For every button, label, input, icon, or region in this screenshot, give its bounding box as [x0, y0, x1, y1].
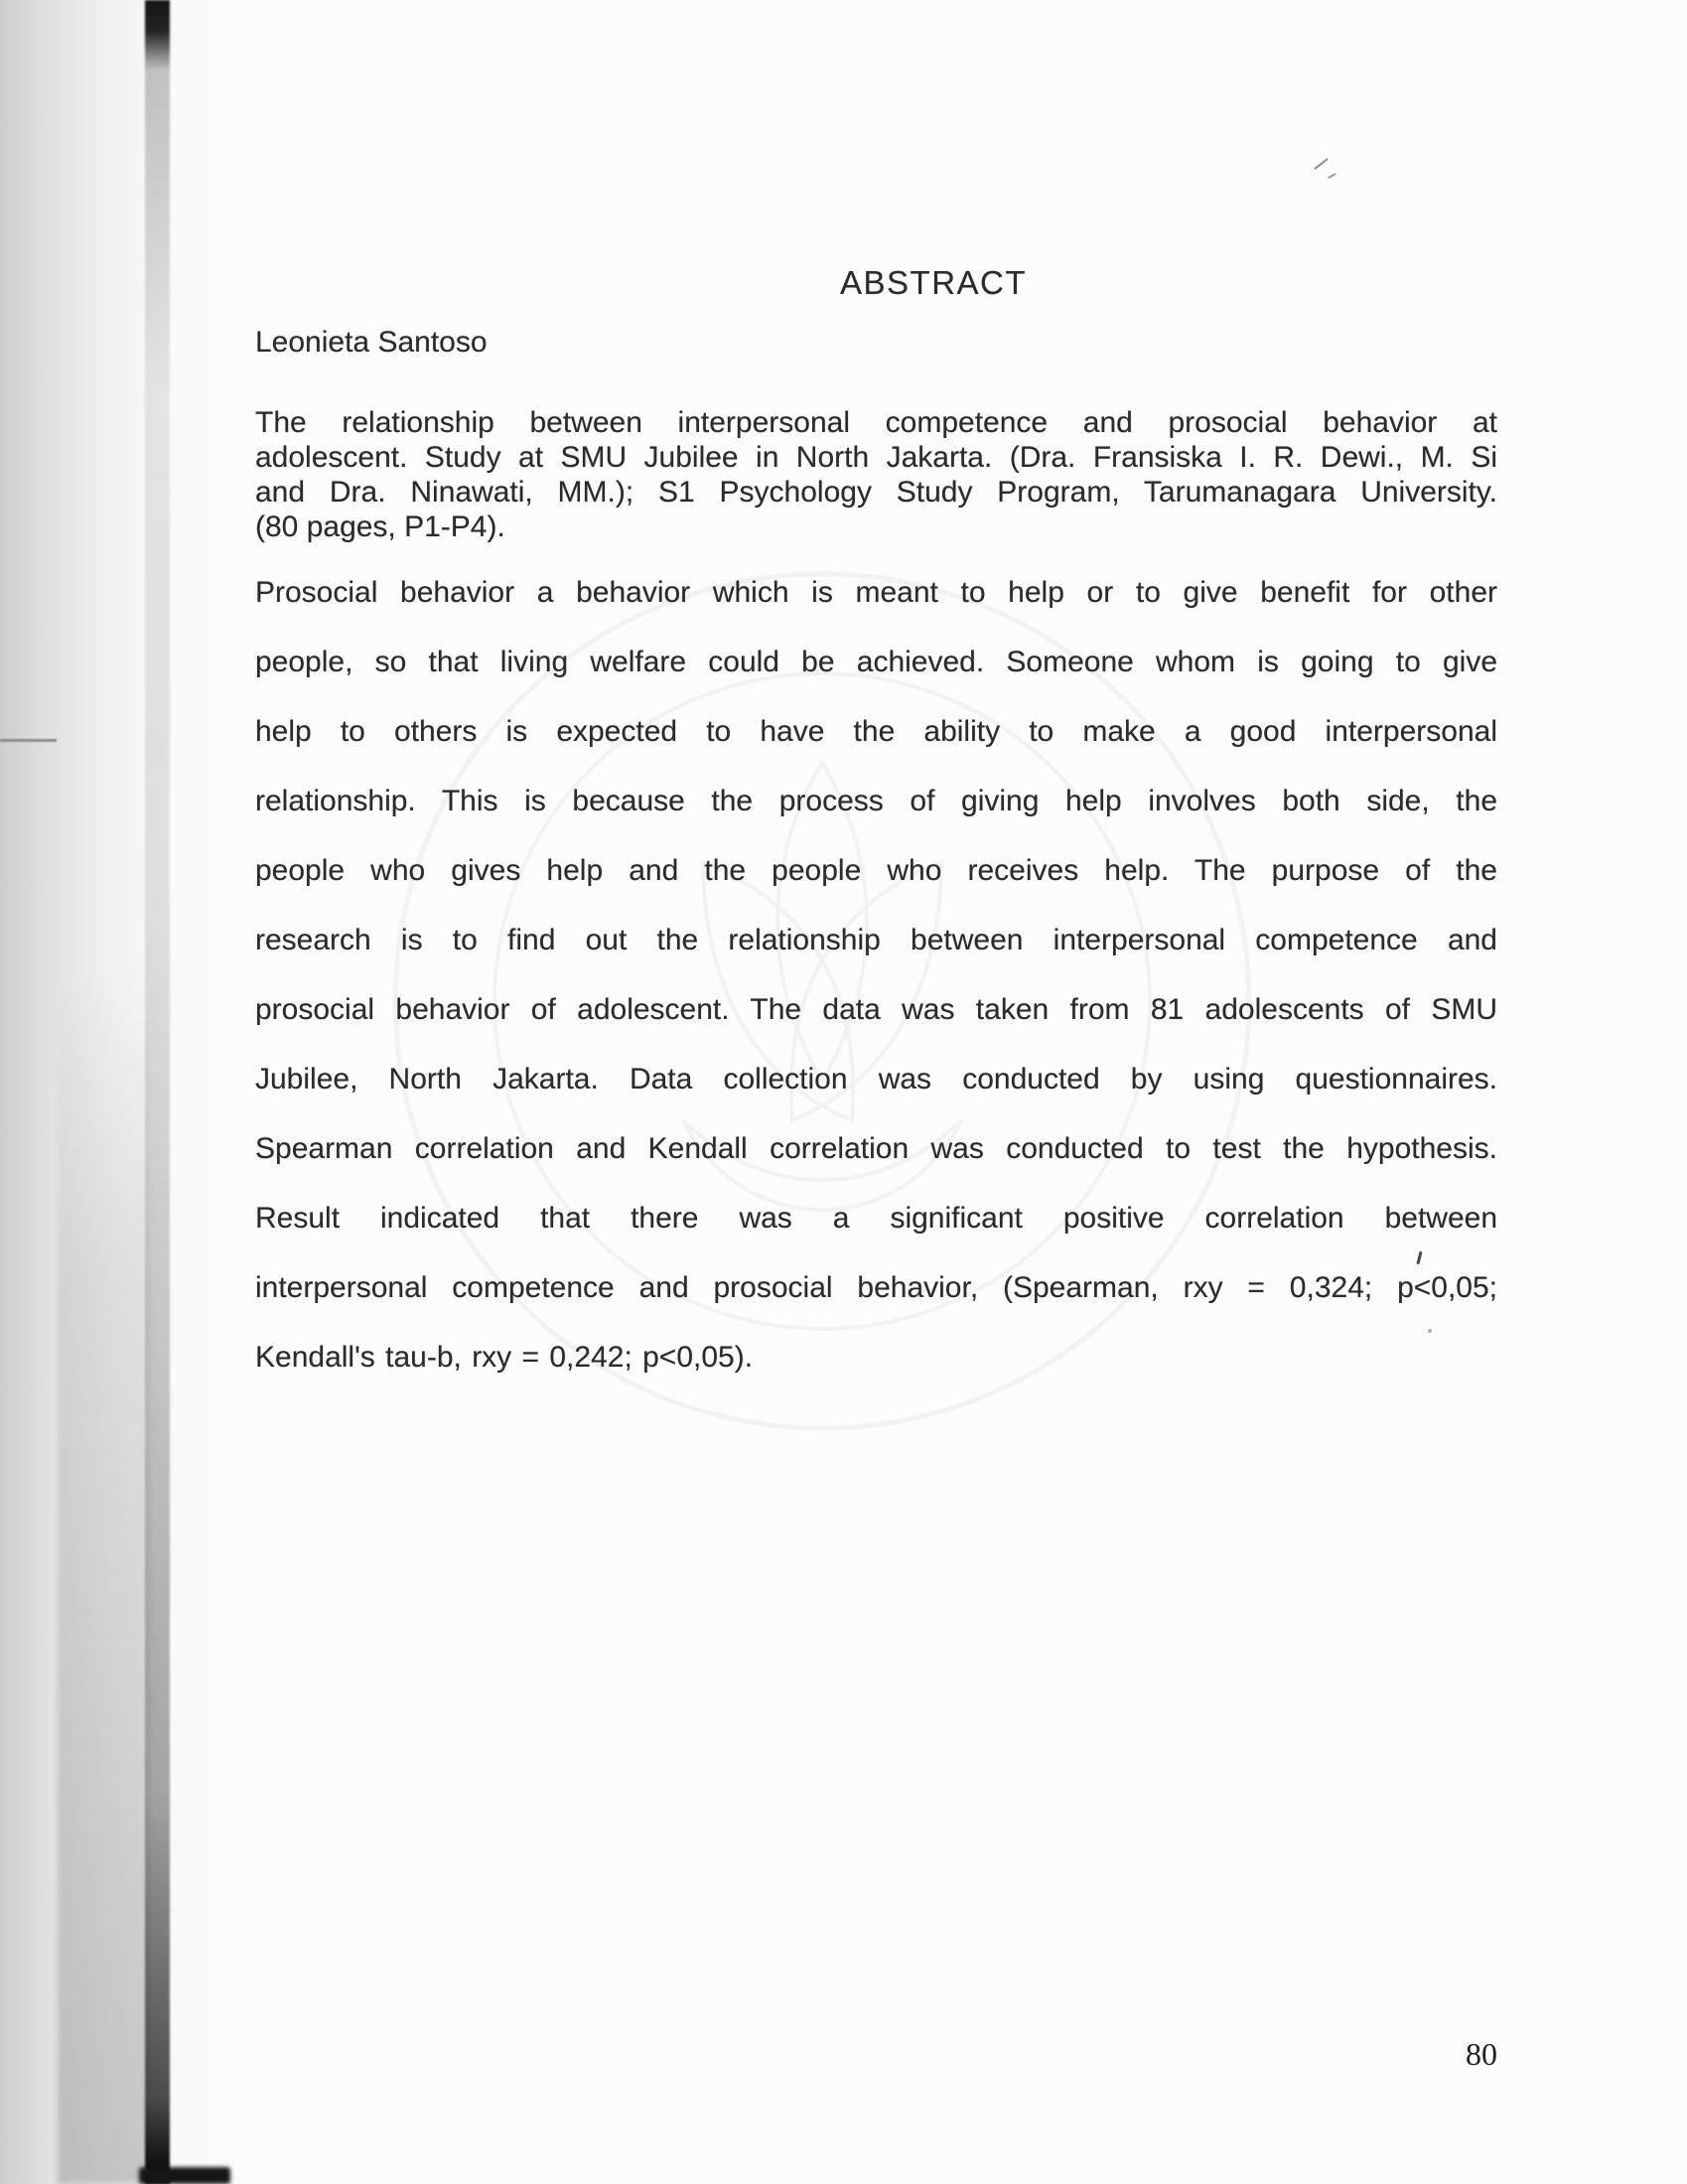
- pen-mark-icon: [1328, 173, 1336, 179]
- text-line: (80 pages, P1-P4).: [255, 510, 505, 543]
- citation-paragraph: [255, 405, 1497, 544]
- text-line: The relationship between interpersonal competence and prosocial behavior at: [255, 406, 1497, 439]
- text-line: adolescent. Study at SMU Jubilee in North Jakarta. (Dra. Fransiska I. R. Dewi., M. Si: [255, 441, 1497, 474]
- page-title: ABSTRACT: [840, 264, 1028, 301]
- text-line: Prosocial behavior a behavior which is meant to help or to give benefit for other: [255, 576, 1497, 609]
- text-line: and Dra. Ninawati, MM.); S1 Psychology Study Program, Tarumanagara University.: [255, 476, 1497, 509]
- text-line: help to others is expected to have the ability to make a good interpersonal: [255, 715, 1497, 748]
- text-line: research is to find out the relationship between interpersonal competence and: [255, 924, 1497, 956]
- scan-binding-line: [145, 0, 170, 2184]
- text-line: people, so that living welfare could be achieved. Someone whom is going to give: [255, 646, 1497, 678]
- text-line: Jubilee, North Jakarta. Data collection was conducted by using questionnaires.: [255, 1063, 1497, 1095]
- scan-edge-smudge: [58, 973, 149, 2184]
- text-line: Result indicated that there was a significant positive correlation between: [255, 1202, 1497, 1235]
- author-name: Leonieta Santoso: [255, 326, 488, 359]
- scan-left-tick-line: [0, 739, 57, 742]
- text-line: relationship. This is because the process of giving help involves both side, the: [255, 785, 1497, 817]
- abstract-body-paragraph: [255, 558, 1497, 1392]
- text-line: people who gives help and the people who receives help. The purpose of the: [255, 854, 1497, 887]
- text-line: interpersonal competence and prosocial behavior, (Spearman, rxy = 0,324; p<0,05;: [255, 1271, 1497, 1304]
- page-number: 80: [1466, 2036, 1497, 2072]
- text-line: Kendall's tau-b, rxy = 0,242; p<0,05).: [255, 1341, 754, 1374]
- text-line: prosocial behavior of adolescent. The data was taken from 81 adolescents of SMU: [255, 993, 1497, 1026]
- text-line: Spearman correlation and Kendall correlation was conducted to test the hypothesis.: [255, 1132, 1497, 1165]
- scan-bottom-blot: [139, 2167, 230, 2184]
- pen-mark-icon: [1314, 158, 1329, 170]
